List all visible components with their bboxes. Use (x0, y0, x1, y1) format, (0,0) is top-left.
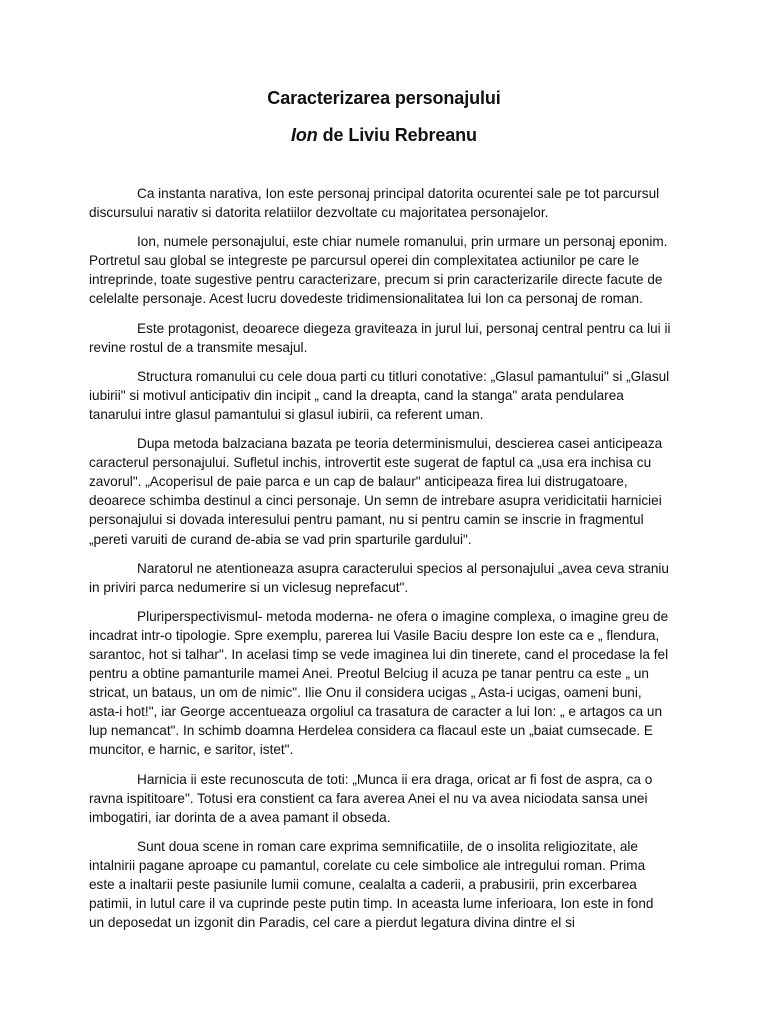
paragraph: Pluriperspectivismul- metoda moderna- ne ofera o imagine complexa, o imagine greu de incadrat intr-o tipologie. Spre exemplu, parerea lui Vasile Baciu despre Ion este ca e „ flendura, sarantoc, hot si talhar". In acelasi timp se vede imaginea lui din tinerete, cand el procedase la fel pentru a obtine pamanturile mamei Anei. Preotul Belciug il acuza pe tanar pentru ca este „ un stricat, un bataus, un om de nimic". Ilie Onu il considera ucigas „ Asta-i ucigas, oameni buni, asta-i hot!", iar George accentueaza orgoliul ca trasatura de caracter a lui Ion: „ e artagos ca un lup nemancat". In schimb doamna Herdelea considera ca flacaul este un „baiat cumsecade. E muncitor, e harnic, e saritor, istet". (89, 608, 669, 758)
page-subtitle (0, 125, 768, 146)
character-name: Ion (291, 125, 318, 145)
paragraph: Este protagonist, deoarece diegeza graviteaza in jurul lui, personaj central pentru ca lui ii revine rostul de a transmite mesajul. (89, 320, 671, 355)
paragraph: Structura romanului cu cele doua parti cu titluri conotative: „Glasul pamantului" si „Glasul iubirii" si motivul anticipativ din incipit „ cand la dreapta, cand la stanga" arata pendularea tanarului intre glasul pamantului si glasul iubirii, ca referent uman. (89, 368, 670, 422)
paragraph: Sunt doua scene in roman care exprima semnificatiile, de o insolita religiozitate, ale intalnirii pagane aproape cu pamantul, corelate cu cele simbolice ale intregului roman. Prima este a inaltarii peste pasiunile lumii comune, cealalta a caderii, a prabusirii, prin excerbarea patimii, in lutul care il va cuprinde peste putin timp. In aceasta lume inferioara, Ion este in fond un deposedat un izgonit din Paradis, cel care a pierdut legatura divina dintre el si (89, 838, 654, 931)
paragraph: Ca instanta narativa, Ion este personaj principal datorita ocurentei sale pe tot parcursul discursului narativ si datorita relatiilor dezvoltate cu majoritatea personajelor. (89, 186, 660, 221)
document-body (89, 184, 671, 942)
paragraph: Ion, numele personajului, este chiar numele romanului, prin urmare un personaj eponim. Portretul sau global se integreste pe parcursul operei din complexitatea actiunilor pe care le intreprinde, toate sugestive pentru caracterizare, precum si prin caracterizarile directe facute de celelalte personaje. Acest lucru dovedeste tridimensionalitatea lui Ion ca personaj de roman. (89, 234, 668, 307)
author-line: de Liviu Rebreanu (322, 125, 477, 145)
paragraph: Harnicia ii este recunoscuta de toti: „Munca ii era draga, oricat ar fi fost de aspra, ca o ravna ispititoare". Totusi era constient ca fara averea Anei el nu va avea niciodata sansa unei imbogatiri, iar dorinta de a avea pamant il obseda. (89, 771, 653, 825)
paragraph: Naratorul ne atentioneaza asupra caracterului specios al personajului „avea ceva straniu in priviri parca nedumerire si un viclesug neprefacut". (89, 560, 669, 595)
page-title: Caracterizarea personajului (267, 88, 501, 108)
paragraph: Dupa metoda balzaciana bazata pe teoria determinismului, descierea casei anticipeaza caracterul personajului. Sufletul inchis, introvertit este sugerat de faptul ca „usa era inchisa cu zavorul". „Acoperisul de paie parca e un cap de balaur" anticipeaza firea lui distrugatoare, deoarece schimba destinul a cinci personaje. Un semn de intrebare asupra veridicitatii harniciei personajului si dovada interesului pentru pamant, nu si pentru camin se inscrie in fragmentul „pereti varuiti de curand de-abia se vad prin sparturile gardului". (89, 436, 663, 547)
